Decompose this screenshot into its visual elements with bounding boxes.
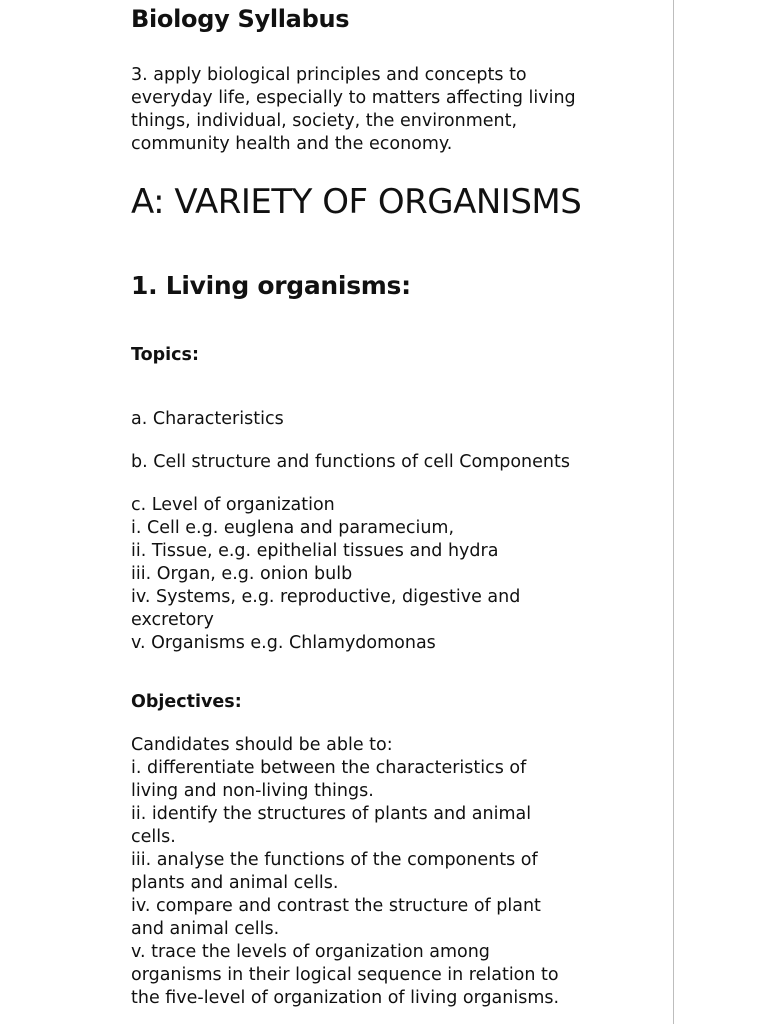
intro-paragraph — [131, 64, 576, 156]
document-title: Biology Syllabus — [131, 5, 350, 33]
intro-line: 3. apply biological principles and concepts to — [131, 65, 527, 85]
objective-line: cells. — [131, 827, 176, 847]
objective-line: the five-level of organization of living organisms. — [131, 988, 560, 1008]
objective-line: i. differentiate between the characteristics of — [131, 758, 527, 778]
topic-item-a — [131, 408, 284, 431]
objective-line: plants and animal cells. — [131, 873, 339, 893]
objective-line: ii. identify the structures of plants and animal — [131, 804, 532, 824]
topic-line: iv. Systems, e.g. reproductive, digestive and — [131, 587, 521, 607]
topic-line: iii. Organ, e.g. onion bulb — [131, 564, 353, 584]
objective-line: living and non-living things. — [131, 781, 374, 801]
intro-line: things, individual, society, the environment, — [131, 111, 518, 131]
objectives-list — [131, 734, 559, 1010]
section-heading: A: VARIETY OF ORGANISMS — [131, 182, 582, 222]
intro-line: community health and the economy. — [131, 134, 453, 154]
topic-item-c — [131, 494, 520, 655]
objective-line: iv. compare and contrast the structure of plant — [131, 896, 541, 916]
topic-item-b — [131, 451, 570, 474]
topic-line: v. Organisms e.g. Chlamydomonas — [131, 633, 436, 653]
objective-line: v. trace the levels of organization among — [131, 942, 490, 962]
page-edge-divider — [673, 0, 674, 1024]
topic-line: ii. Tissue, e.g. epithelial tissues and hydra — [131, 541, 499, 561]
topic-line: b. Cell structure and functions of cell Components — [131, 452, 570, 472]
topic-line: excretory — [131, 610, 214, 630]
intro-line: everyday life, especially to matters affecting living — [131, 88, 576, 108]
objective-line: organisms in their logical sequence in relation to — [131, 965, 559, 985]
topic-line: i. Cell e.g. euglena and paramecium, — [131, 518, 455, 538]
topics-label: Topics: — [131, 345, 199, 365]
objectives-label: Objectives: — [131, 692, 242, 712]
objective-line: and animal cells. — [131, 919, 280, 939]
topic-line: c. Level of organization — [131, 495, 335, 515]
objective-line: iii. analyse the functions of the components of — [131, 850, 538, 870]
objective-line: Candidates should be able to: — [131, 735, 393, 755]
topic-line: a. Characteristics — [131, 409, 284, 429]
subsection-heading: 1. Living organisms: — [131, 271, 411, 300]
